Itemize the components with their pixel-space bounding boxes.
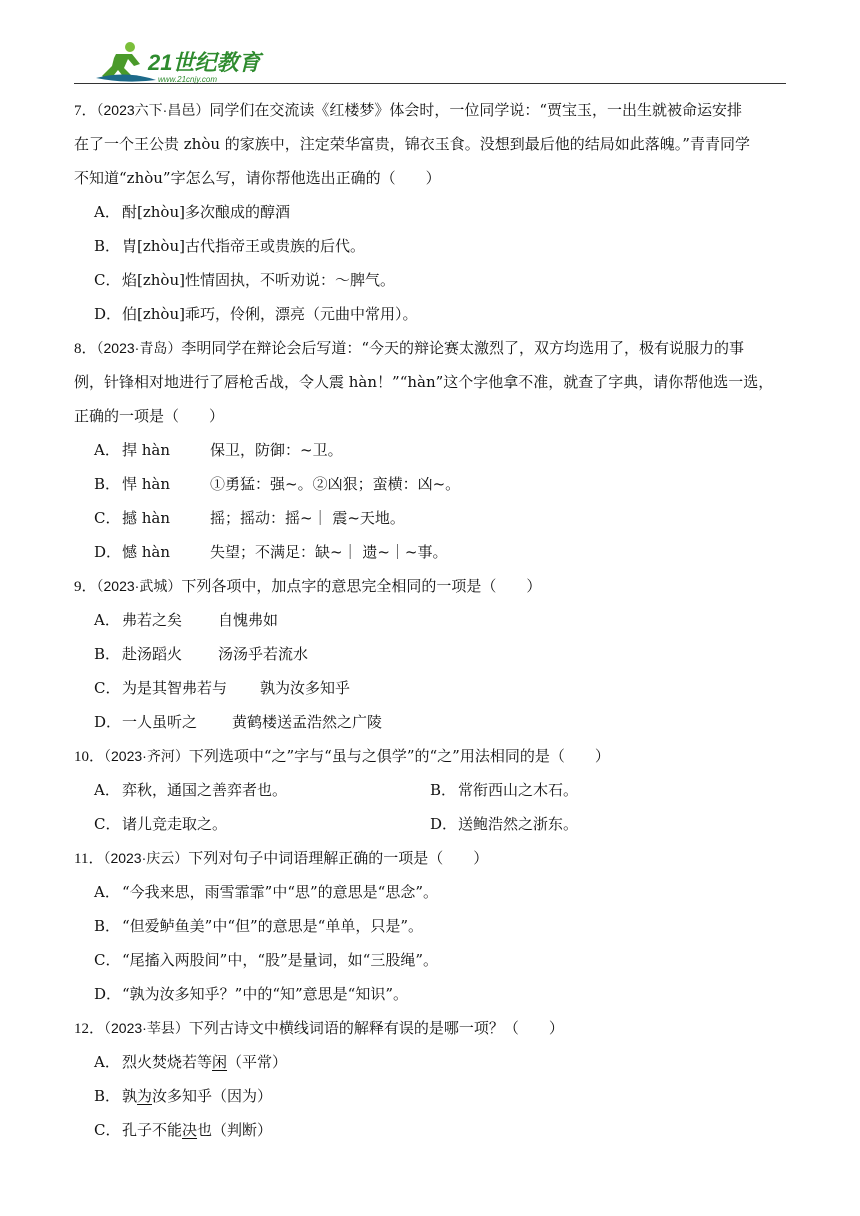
option-text-post: 汝多知乎（因为） [152,1087,273,1105]
option-b[interactable] [74,229,794,263]
option-label: D． [430,815,458,833]
option-c[interactable] [74,501,794,535]
option-phrase-b: 黄鹤楼送孟浩然之广陵 [232,713,383,731]
option-text: 弈秋，通国之善弈者也。 [122,781,288,799]
option-phrase-a: 一人虽听之 [122,713,198,731]
option-text: 诸儿竞走取之。 [122,815,228,833]
option-c[interactable] [74,671,794,705]
logo-url: www.21cnjy.com [158,75,217,84]
option-label: D． [94,543,122,561]
option-label: A． [94,611,120,629]
question-number: 12． [74,1021,105,1037]
underlined-word: 决 [182,1121,198,1139]
question-text: 下列选项中“之”字与“虽与之俱学”的“之”用法相同的是（ ） [188,747,610,765]
option-phrase-b: 汤汤乎若流水 [218,645,309,663]
question-text: 正确的一项是（ ） [74,407,225,425]
option-b[interactable] [74,637,794,671]
option-text: “尾搐入两股间”中，“股”是量词，如“三股绳”。 [122,951,439,969]
option-text: “今我来思，雨雪霏霏”中“思”的意思是“思念”。 [122,883,439,901]
option-text: 送鲍浩然之浙东。 [458,815,579,833]
option-label: C． [94,271,121,289]
option-label: A． [94,1053,120,1071]
option-text: “孰为汝多知乎？”中的“知”意思是“知识”。 [122,985,409,1003]
question-text: 在了一个王公贵 zhòu 的家族中，注定荣华富贵，锦衣玉食。没想到最后他的结局如此落魄。”青青同学 [74,135,750,153]
option-label: A． [94,781,120,799]
option-word: 悍 hàn [122,475,171,493]
question-8 [74,331,794,569]
header-rule [74,83,786,84]
option-word: 撼 hàn [122,509,171,527]
option-text: ①勇猛：强~。②凶狠；蛮横：凶~。 [210,475,461,493]
option-phrase-a: 赴汤蹈火 [122,645,183,663]
option-label: B． [430,781,457,799]
option-word: 憾 hàn [122,543,171,561]
option-label: A． [94,883,120,901]
question-source: （2023·庆云） [103,850,189,866]
option-text: 失望；不满足：缺~｜ 遗~｜~事。 [210,543,448,561]
option-a[interactable] [74,875,794,909]
option-d[interactable] [74,535,794,569]
question-12 [74,1011,794,1147]
option-label: C． [94,815,121,833]
option-c[interactable] [74,807,430,841]
question-number: 7． [74,103,97,119]
question-7 [74,93,794,331]
question-source: （2023·武城） [96,578,182,594]
question-number: 11． [74,851,104,867]
question-list [74,93,794,1147]
option-b[interactable] [74,1079,794,1113]
question-text: 下列各项中，加点字的意思完全相同的一项是（ ） [181,577,542,595]
question-text: 下列古诗文中横线词语的解释有误的是哪一项？（ ） [188,1019,564,1037]
option-label: B． [94,1087,121,1105]
option-d[interactable] [74,977,794,1011]
option-phrase-b: 孰为汝多知乎 [260,679,351,697]
option-a[interactable] [74,433,794,467]
option-label: C． [94,679,121,697]
option-label: C． [94,1121,121,1139]
option-phrase-a: 为是其智弗若与 [122,679,228,697]
question-11 [74,841,794,1011]
option-label: A． [94,203,120,221]
option-text-post: （平常） [227,1053,288,1071]
question-text: 李明同学在辩论会后写道：“今天的辩论赛太激烈了，双方均选用了，极有说服力的事 [181,339,745,357]
option-label: B． [94,475,121,493]
option-text: 常衔西山之木石。 [458,781,579,799]
option-b[interactable] [74,909,794,943]
option-phrase-b: 自愧弗如 [218,611,279,629]
option-d[interactable] [74,705,794,739]
option-phrase-a: 弗若之矣 [122,611,183,629]
option-a[interactable] [74,1045,794,1079]
option-label: B． [94,645,121,663]
option-label: B． [94,917,121,935]
question-9 [74,569,794,739]
option-label: B． [94,237,121,255]
option-text-pre: 孔子不能 [122,1121,183,1139]
question-10 [74,739,794,841]
option-text: 摇；摇动：摇~｜ 震~天地。 [210,509,405,527]
option-c[interactable] [74,263,794,297]
question-text: 下列对句子中词语理解正确的一项是（ ） [188,849,489,867]
option-text-pre: 烈火焚烧若等 [122,1053,213,1071]
option-b[interactable] [74,467,794,501]
option-label: D． [94,985,122,1003]
runner-icon [96,42,156,82]
option-text: 焰[zhòu]性情固执，不听劝说：～脾气。 [122,271,395,289]
option-word: 捍 hàn [122,441,171,459]
question-text: 同学们在交流读《红楼梦》体会时，一位同学说：“贾宝玉，一出生就被命运安排 [209,101,743,119]
option-d[interactable] [74,297,794,331]
option-c[interactable] [74,1113,794,1147]
question-number: 8． [74,341,97,357]
option-c[interactable] [74,943,794,977]
option-text: “但爱鲈鱼美”中“但”的意思是“单单，只是”。 [122,917,424,935]
option-text-post: 也（判断） [197,1121,273,1139]
underlined-word: 为 [137,1087,153,1105]
question-source: （2023·青岛） [96,340,182,356]
option-label: D． [94,713,122,731]
option-a[interactable] [74,773,430,807]
option-label: C． [94,951,121,969]
option-text: 保卫，防御：~卫。 [210,441,343,459]
logo-text: 21世纪教育 [148,50,261,75]
question-source: （2023六下·昌邑） [96,102,210,118]
option-b[interactable] [430,773,766,807]
question-source: （2023·齐河） [104,748,189,764]
question-text: 例，针锋相对地进行了唇枪舌战，令人震 hàn！”“hàn”这个字他拿不准，就查了字典，请你帮他选一选， [74,373,774,391]
question-number: 10． [74,749,105,765]
option-a[interactable] [74,603,794,637]
option-text: 伯[zhòu]乖巧，伶俐，漂亮（元曲中常用）。 [122,305,418,323]
option-text: 胄[zhòu]古代指帝王或贵族的后代。 [122,237,365,255]
option-text-pre: 孰 [122,1087,138,1105]
underlined-word: 闲 [212,1053,228,1071]
question-text: 不知道“zhòu”字怎么写，请你帮他选出正确的（ ） [74,169,441,187]
option-label: A． [94,441,120,459]
option-text: 酎[zhòu]多次酿成的醇酒 [122,203,290,221]
option-label: D． [94,305,122,323]
option-label: C． [94,509,121,527]
logo [96,40,266,86]
question-number: 9． [74,579,97,595]
option-a[interactable] [74,195,794,229]
question-source: （2023·莘县） [104,1020,189,1036]
option-d[interactable] [430,807,766,841]
